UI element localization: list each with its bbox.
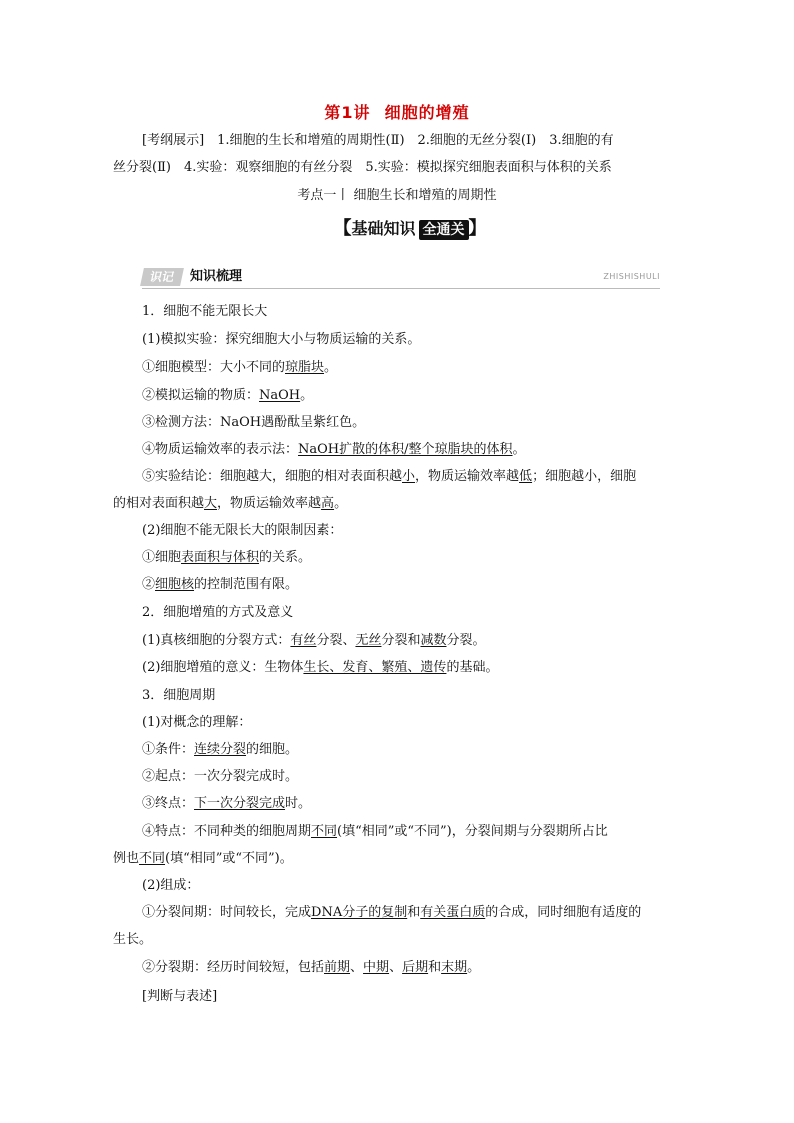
paragraph: ⑤实验结论：细胞越大，细胞的相对表面积越小，物质运输效率越低；细胞越小，细胞: [142, 469, 637, 484]
lecture-number: 第1讲: [324, 103, 371, 122]
paragraph: ②分裂期：经历时间较短，包括前期、中期、后期和末期。: [142, 960, 481, 975]
paragraph: ③检测方法：NaOH遇酚酞呈紫红色。: [142, 415, 366, 430]
paragraph: (1)真核细胞的分裂方式：有丝分裂、无丝分裂和减数分裂。: [142, 633, 486, 648]
paragraph: ④特点：不同种类的细胞周期不同(填“相同”或“不同”)，分裂间期与分裂期所占比: [142, 824, 608, 839]
paragraph: 生长。: [113, 932, 153, 947]
answer-blank: 有关蛋白质: [420, 905, 486, 920]
answer-blank: 前期: [324, 960, 351, 975]
answer-blank: 不同: [311, 824, 338, 839]
lecture-name: 细胞的增殖: [384, 103, 470, 122]
answer-blank: 大: [204, 496, 218, 511]
heading-3: 3．细胞周期: [142, 688, 216, 703]
answer-blank: 连续分裂: [194, 742, 247, 757]
paragraph: (2)细胞不能无限长大的限制因素：: [142, 523, 343, 538]
banner-text: 基础知识: [351, 219, 416, 238]
lecture-title: [0, 100, 794, 123]
paragraph: (2)组成：: [142, 878, 200, 893]
section-pinyin: ZHISHISHULI: [603, 272, 660, 281]
basic-knowledge-banner: [320, 216, 500, 242]
paragraph: ④物质运输效率的表示法：NaOH扩散的体积/整个琼脂块的体积。: [142, 442, 526, 457]
paragraph: 的相对表面积越大，物质运输效率越高。: [113, 496, 348, 511]
answer-blank: 细胞核: [155, 577, 195, 592]
banner-boxed-text: 全通关: [419, 220, 469, 240]
paragraph: ①细胞模型：大小不同的琼脂块。: [142, 360, 338, 375]
answer-blank: 高: [321, 496, 335, 511]
answer-blank: 无丝: [355, 633, 382, 648]
paragraph: (2)细胞增殖的意义：生物体生长、发育、繁殖、遗传的基础。: [142, 660, 499, 675]
heading-2: 2．细胞增殖的方式及意义: [142, 605, 294, 620]
section-header-bar: [142, 266, 660, 289]
section-label: 知识梳理: [190, 269, 243, 284]
paragraph: (1)模拟实验：探究细胞大小与物质运输的关系。: [142, 332, 421, 347]
answer-blank: 小: [402, 469, 416, 484]
syllabus-line-2: 丝分裂(Ⅱ) 4.实验：观察细胞的有丝分裂 5.实验：模拟探究细胞表面积与体积的关系: [113, 160, 612, 175]
answer-blank: 减数: [420, 633, 447, 648]
paragraph: 例也不同(填“相同”或“不同”)。: [113, 851, 293, 866]
answer-blank: 不同: [139, 851, 166, 866]
answer-blank: 低: [519, 469, 533, 484]
paragraph: ②起点：一次分裂完成时。: [142, 769, 299, 784]
paragraph: (1)对概念的理解：: [142, 715, 252, 730]
answer-blank: 后期: [402, 960, 429, 975]
paragraph: ②模拟运输的物质：NaOH。: [142, 388, 314, 403]
paragraph: ①细胞表面积与体积的关系。: [142, 550, 312, 565]
subsection-heading: [判断与表述]: [142, 989, 218, 1004]
heading-1: 1．细胞不能无限长大: [142, 304, 268, 319]
answer-blank: 末期: [441, 960, 468, 975]
paragraph: ①条件：连续分裂的细胞。: [142, 742, 299, 757]
answer-blank: 中期: [363, 960, 390, 975]
answer-blank: 表面积与体积: [181, 550, 260, 565]
paragraph: ②细胞核的控制范围有限。: [142, 577, 299, 592]
answer-blank: NaOH扩散的体积/整个琼脂块的体积: [298, 442, 513, 457]
paragraph: ①分裂间期：时间较长，完成DNA分子的复制和有关蛋白质的合成，同时细胞有适度的: [142, 905, 642, 920]
answer-blank: NaOH: [259, 388, 301, 403]
section-tag: 识记: [140, 268, 184, 286]
answer-blank: 有丝: [290, 633, 317, 648]
answer-blank: 下一次分裂完成: [194, 796, 286, 811]
banner-open-bracket: 【: [333, 218, 352, 239]
paragraph: ③终点：下一次分裂完成时。: [142, 796, 312, 811]
banner-close-bracket: 】: [468, 218, 487, 239]
syllabus-line-1: [考纲展示] 1.细胞的生长和增殖的周期性(Ⅱ) 2.细胞的无丝分裂(Ⅰ) 3.细胞的有: [142, 133, 614, 148]
answer-blank: 琼脂块: [285, 360, 325, 375]
answer-blank: DNA分子的复制: [311, 905, 408, 920]
topic-heading: 考点一丨 细胞生长和增殖的周期性: [297, 188, 497, 203]
answer-blank: 生长、发育、繁殖、遗传: [303, 660, 447, 675]
